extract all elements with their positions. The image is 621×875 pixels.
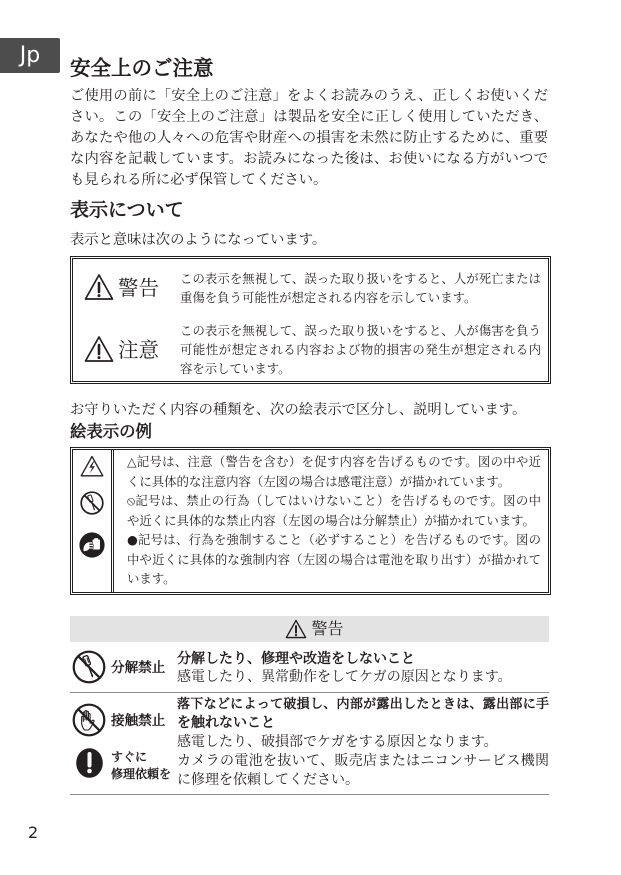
electric-shock-caution-icon: [80, 455, 104, 477]
disassembly-prohibited-icon: [80, 491, 104, 515]
warning-item-body: [177, 733, 549, 790]
warning-item-heading: [177, 650, 549, 668]
signal-word-warning: 警告: [118, 276, 159, 300]
item-divider: [70, 794, 549, 795]
item-divider: [70, 692, 549, 693]
body-line: 感電したり、破損部でケガをする原因となります。: [177, 733, 498, 750]
warning-triangle-icon: [84, 273, 114, 301]
description-line: 可能性が想定される内容および物的損害の発生が想定される内: [180, 341, 541, 357]
warning-item-body: [177, 668, 549, 686]
heading-line: を触れないこと: [177, 715, 275, 731]
labels-meaning-lead: 表示と意味は次のようになっています。: [70, 232, 327, 248]
explanation-line: や近くに具体的な禁止内容（左図の場合は分解禁止）が描かれています。: [127, 512, 535, 528]
description-line: 容を示しています。: [180, 360, 291, 376]
explanation-line: います。: [127, 571, 176, 586]
description-line: この表示を無視して、誤った取り扱いをすると、人が死亡または: [180, 270, 541, 286]
labels-meaning-title: 表示について: [70, 199, 184, 221]
signal-word-caution-description: [180, 321, 541, 378]
disassembly-prohibited-icon: [72, 650, 106, 684]
warning-header-bar: [70, 616, 549, 642]
warning-item-heading: [177, 696, 549, 732]
intro-line: さい。この「安全上のご注意」は製品を安全に正しく使用していただき、: [70, 109, 548, 125]
signal-word-warning-description: [180, 269, 541, 307]
intro-line: も見られる所に必ず保管してください。: [70, 172, 328, 188]
remove-battery-mandatory-icon: [79, 532, 105, 558]
explanation-line: ●記号は、行為を強制すること（必ずすること）を告げるものです。図の: [127, 532, 541, 547]
warning-triangle-icon: [285, 619, 307, 639]
section-title: 安全上のご注意: [70, 56, 214, 80]
signal-word-box: [70, 256, 551, 384]
signal-word-caution: 注意: [118, 338, 159, 362]
description-line: 重傷を負う可能性が想定される内容を示しています。: [180, 289, 477, 305]
pictogram-title: 絵表示の例: [70, 422, 152, 441]
mandatory-action-icon: [76, 748, 103, 778]
page-number: 2: [28, 823, 39, 842]
repair-request-label-line: 修理依頼を: [111, 767, 172, 781]
explanation-line: くに具体的な注意内容（左図の場合は感電注意）が描かれています。: [127, 473, 511, 489]
pictogram-icon-column: [73, 450, 114, 592]
explanation-line: 中や近くに具体的な強制内容（左図の場合は電池を取り出す）が描かれて: [127, 551, 541, 567]
touch-prohibited-icon: [72, 703, 106, 737]
description-line: この表示を無視して、誤った取り扱いをすると、人が傷害を負う: [180, 322, 541, 338]
warning-triangle-icon: [84, 335, 114, 363]
intro-line: ご使用の前に「安全上のご注意」をよくお読みのうえ、正しくお使いくだ: [70, 88, 548, 104]
intro-line: あなたや他の人々への危害や財産への損害を未然に防止するために、重要: [70, 130, 548, 146]
intro-line: な内容を記載しています。お読みになった後は、お使いになる方がいつで: [70, 151, 548, 167]
warning-header-label: 警告: [311, 619, 344, 638]
explanation-line: ⦸記号は、禁止の行為（してはいけないこと）を告げるものです。図の中: [127, 493, 541, 508]
pictogram-lead: お守りいただく内容の種類を、次の絵表示で区分し、説明しています。: [70, 402, 527, 418]
body-line: カメラの電池を抜いて、販売店またはニコンサービス機関: [177, 752, 549, 769]
intro-paragraph: [70, 86, 548, 191]
repair-request-label-line: すぐに: [111, 750, 148, 764]
language-tab: [0, 38, 60, 73]
pictogram-explanation: [127, 452, 541, 589]
explanation-line: △記号は、注意（警告を含む）を促す内容を告げるものです。図の中や近: [127, 454, 541, 469]
pictogram-box: [70, 447, 551, 595]
body-line: に修理を依頼してください。: [177, 771, 359, 788]
touch-prohibited-label: 接触禁止: [111, 713, 166, 729]
heading-line: 落下などによって破損し、内部が露出したときは、露出部に手: [177, 697, 549, 712]
body-line: 感電したり、異常動作をしてケガの原因となります。: [177, 669, 512, 685]
disassembly-prohibited-label: 分解禁止: [111, 660, 166, 676]
heading-line: 分解したり、修理や改造をしないこと: [177, 651, 415, 667]
language-tab-label: Jp: [19, 43, 41, 68]
